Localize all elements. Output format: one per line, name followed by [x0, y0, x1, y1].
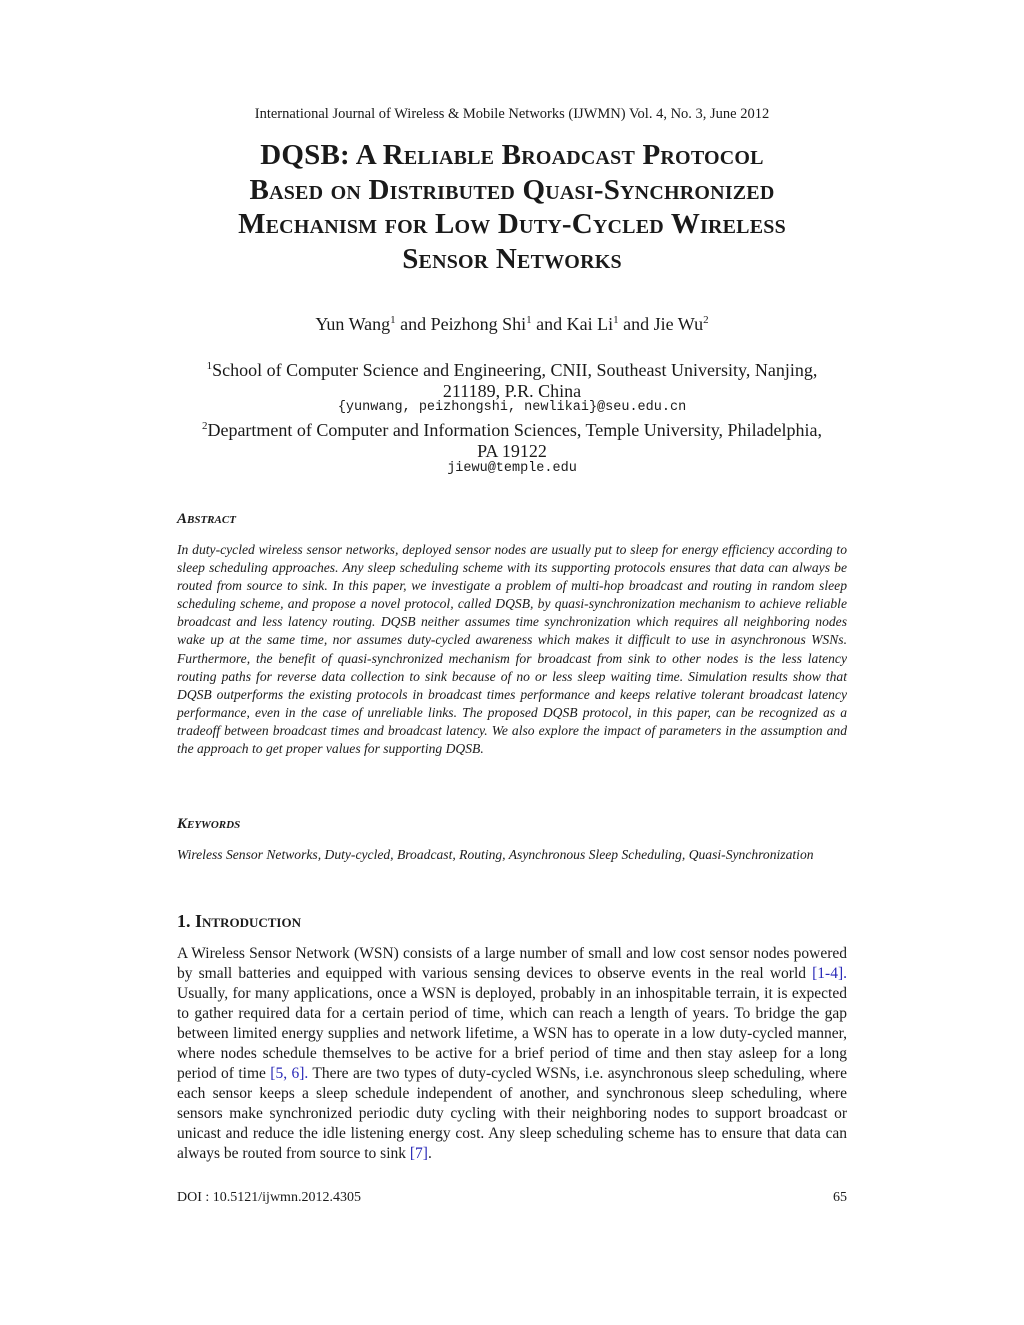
author-affil-mark: 1: [613, 314, 619, 326]
author-affil-mark: 2: [703, 314, 709, 326]
affil-text: 211189, P.R. China: [442, 381, 582, 401]
citation-link[interactable]: [7]: [409, 1145, 428, 1162]
author-separator: and: [395, 314, 431, 334]
title-line: Sensor Networks: [402, 242, 622, 275]
affiliation-1-email: {yunwang, peizhongshi, newlikai}@seu.edu.cn: [337, 400, 687, 415]
introduction-body: [177, 944, 847, 1164]
abstract-heading: Abstract: [177, 511, 236, 527]
affiliation-2: [177, 416, 847, 462]
affiliation-1: [177, 356, 847, 402]
affil-text: Department of Computer and Information Sciences, Temple University, Philadelphia,: [207, 420, 823, 440]
journal-header: International Journal of Wireless & Mobile Networks (IJWMN) Vol. 4, No. 3, June 2012: [254, 106, 770, 122]
abstract-body: In duty-cycled wireless sensor networks, deployed sensor nodes are usually put to sleep for energy efficiency according to sleep scheduling approaches. Any sleep scheduling scheme with its supporting protocols ensures that data can always be routed from source to sink. In this paper, we investigate a problem of multi-hop broadcast and routing in random sleep scheduling scheme, and propose a novel protocol, called DQSB, by quasi-synchronization mechanism to achieve reliable broadcast and less latency routing. DQSB neither assumes time synchronization which requires all neighboring nodes wake up at the same time, nor assumes duty-cycled awareness which makes it difficult to use in asynchronous WSNs. Furthermore, the benefit of quasi-synchronized mechanism for broadcast from sink to other nodes is the less latency routing paths for reverse data collection to sink because of no or less sleep waiting time. Simulation results show that DQSB outperforms the existing protocols in broadcast times performance and keeps relative tolerant broadcast latency performance, even in the case of unreliable links. The proposed DQSB protocol, in this paper, can be recognized as a tradeoff between broadcast times and broadcast latency. We also explore the impact of parameters in the assumption and the approach to get proper values for supporting DQSB.: [177, 542, 847, 757]
page-number: 65: [833, 1190, 847, 1205]
keywords-heading: Keywords: [177, 816, 241, 832]
keywords-body: Wireless Sensor Networks, Duty-cycled, Broadcast, Routing, Asynchronous Sleep Scheduling, Quasi-Synchronization: [177, 847, 814, 862]
author-name: Yun Wang: [315, 314, 391, 334]
citation-link[interactable]: [1-4].: [812, 965, 847, 982]
paragraph-text: There are two types of duty-cycled WSNs, i.e. asynchronous sleep scheduling, where each sensor keeps a sleep schedule independent of another, and synchronous sleep scheduling, where sensors make synchronized periodic duty cycling with their neighboring nodes to support broadcast or unicast and reduce the idle listening energy cost. Any sleep scheduling scheme has to ensure that data can always be routed from source to sink: [177, 1065, 847, 1162]
author-name: Peizhong Shi: [430, 314, 527, 334]
author-list: [177, 314, 847, 335]
title-line: Mechanism for Low Duty-Cycled Wireless: [238, 208, 786, 240]
author-separator: and: [531, 314, 567, 334]
author-name: Jie Wu: [653, 314, 704, 334]
affil-mark: 1: [206, 360, 213, 372]
affil-mark: 2: [201, 420, 208, 432]
paragraph-text: A Wireless Sensor Network (WSN) consists of a large number of small and low cost sensor nodes powered by small batteries and equipped with various sensing devices to observe events in the real world: [177, 945, 847, 982]
author-name: Kai Li: [566, 314, 614, 334]
affil-text: PA 19122: [477, 441, 547, 461]
title-line: DQSB: A Reliable Broadcast Protocol: [260, 139, 764, 171]
affiliation-2-email: jiewu@temple.edu: [447, 461, 577, 476]
introduction-heading: 1. Introduction: [177, 911, 301, 931]
author-separator: and: [618, 314, 654, 334]
title-line: Based on Distributed Quasi-Synchronized: [249, 173, 775, 206]
paragraph-text: .: [427, 1145, 432, 1162]
author-affil-mark: 1: [526, 314, 532, 326]
paper-title: [167, 138, 857, 276]
footer-doi: DOI : 10.5121/ijwmn.2012.4305: [177, 1190, 361, 1205]
author-affil-mark: 1: [390, 314, 396, 326]
affil-text: School of Computer Science and Engineering, CNII, Southeast University, Nanjing,: [212, 360, 818, 380]
citation-link[interactable]: [5, 6].: [270, 1065, 309, 1082]
paragraph-text: Usually, for many applications, once a WSN is deployed, probably in an inhospitable terrain, it is expected to gather required data for a certain period of time, which can reach a length of years. To bridge the gap between limited energy supplies and network lifetime, a WSN has to operate in a low duty-cycled manner, where nodes schedule themselves to be active for a brief period of time and then stay asleep for a long period of time: [177, 985, 847, 1082]
